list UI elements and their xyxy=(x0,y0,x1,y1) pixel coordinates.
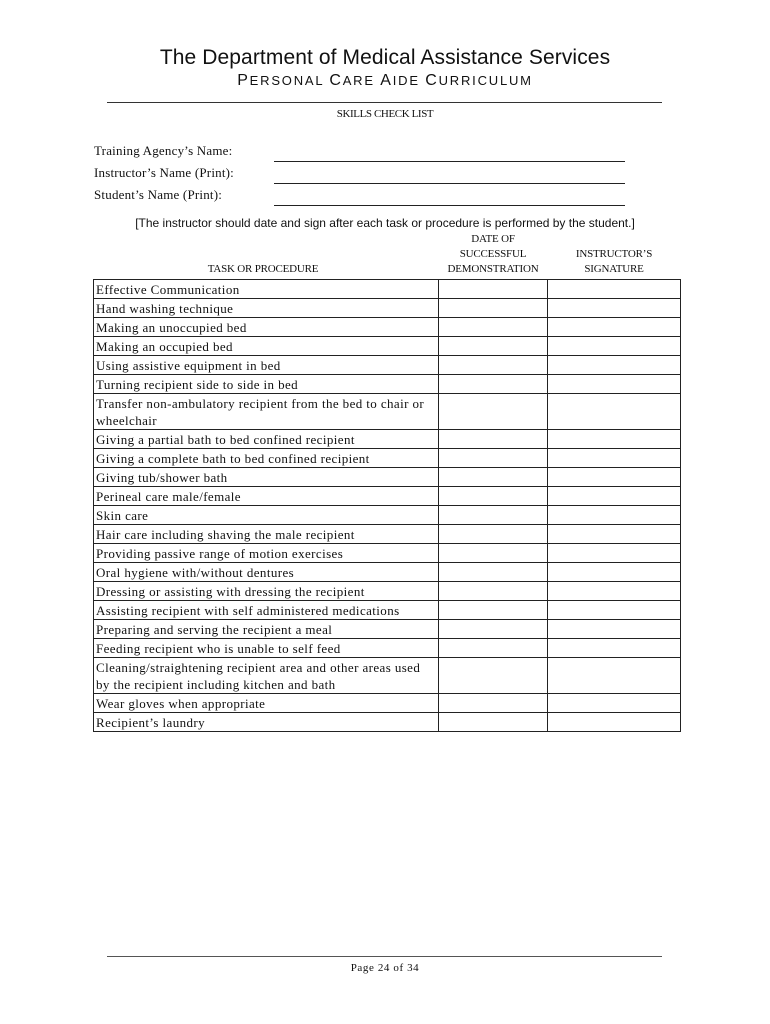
table-row xyxy=(94,694,681,713)
footer-divider xyxy=(107,956,662,957)
table-row xyxy=(94,639,681,658)
agency-name-label: Training Agency’s Name: xyxy=(94,143,233,158)
table-row xyxy=(94,563,681,582)
task-name: Wear gloves when appropriate xyxy=(94,694,439,713)
task-name: Making an occupied bed xyxy=(94,337,439,356)
task-name: Assisting recipient with self administered medications xyxy=(94,601,439,620)
date-cell[interactable] xyxy=(439,713,548,732)
signature-cell[interactable] xyxy=(548,620,681,639)
table-row xyxy=(94,582,681,601)
subtitle-rest-3: IDE xyxy=(392,73,420,88)
date-cell[interactable] xyxy=(439,318,548,337)
signature-cell[interactable] xyxy=(548,713,681,732)
signature-cell[interactable] xyxy=(548,601,681,620)
signature-cell[interactable] xyxy=(548,658,681,694)
signature-cell[interactable] xyxy=(548,280,681,299)
subtitle-cap-4: C xyxy=(425,72,439,89)
signature-cell[interactable] xyxy=(548,356,681,375)
date-cell[interactable] xyxy=(439,582,548,601)
table-row xyxy=(94,394,681,430)
date-header-line-1: DATE OF xyxy=(471,233,515,245)
date-header-line-3: DEMONSTRATION xyxy=(447,263,539,275)
task-name: Hair care including shaving the male recipient xyxy=(94,525,439,544)
curriculum-subtitle xyxy=(0,72,770,90)
task-name: Effective Communication xyxy=(94,280,439,299)
date-cell[interactable] xyxy=(439,658,548,694)
instructor-name-label: Instructor’s Name (Print): xyxy=(94,165,234,180)
signature-cell[interactable] xyxy=(548,694,681,713)
date-cell[interactable] xyxy=(439,601,548,620)
signature-cell[interactable] xyxy=(548,337,681,356)
task-name: Transfer non-ambulatory recipient from the bed to chair or wheelchair xyxy=(94,394,439,430)
signature-cell[interactable] xyxy=(548,487,681,506)
date-cell[interactable] xyxy=(439,299,548,318)
signature-header-line-1: INSTRUCTOR’S xyxy=(575,248,653,260)
table-row xyxy=(94,449,681,468)
table-row xyxy=(94,430,681,449)
table-row xyxy=(94,468,681,487)
table-row xyxy=(94,356,681,375)
date-cell[interactable] xyxy=(439,487,548,506)
table-row xyxy=(94,280,681,299)
table-row xyxy=(94,525,681,544)
skills-table xyxy=(93,279,681,732)
date-cell[interactable] xyxy=(439,506,548,525)
table-row xyxy=(94,487,681,506)
signature-cell[interactable] xyxy=(548,544,681,563)
task-name: Recipient’s laundry xyxy=(94,713,439,732)
task-name: Perineal care male/female xyxy=(94,487,439,506)
signature-cell[interactable] xyxy=(548,318,681,337)
signature-cell[interactable] xyxy=(548,449,681,468)
date-cell[interactable] xyxy=(439,639,548,658)
header-divider xyxy=(107,102,662,103)
signature-header-line-2: SIGNATURE xyxy=(584,263,644,275)
task-name: Giving tub/shower bath xyxy=(94,468,439,487)
date-cell[interactable] xyxy=(439,337,548,356)
date-cell[interactable] xyxy=(439,356,548,375)
signature-cell[interactable] xyxy=(548,563,681,582)
signature-cell[interactable] xyxy=(548,639,681,658)
document-title: The Department of Medical Assistance Services xyxy=(159,46,611,69)
date-cell[interactable] xyxy=(439,694,548,713)
task-name: Providing passive range of motion exercises xyxy=(94,544,439,563)
task-name: Turning recipient side to side in bed xyxy=(94,375,439,394)
signature-cell[interactable] xyxy=(548,525,681,544)
subtitle-rest-2: ARE xyxy=(342,73,375,88)
table-row xyxy=(94,544,681,563)
date-column-header xyxy=(435,232,551,277)
table-row xyxy=(94,337,681,356)
table-row xyxy=(94,299,681,318)
page-number: Page 24 of 34 xyxy=(350,962,420,974)
signature-cell[interactable] xyxy=(548,430,681,449)
task-column-header: TASK OR PROCEDURE xyxy=(207,263,319,275)
date-header-line-2: SUCCESSFUL xyxy=(459,248,527,260)
date-cell[interactable] xyxy=(439,430,548,449)
task-name: Feeding recipient who is unable to self feed xyxy=(94,639,439,658)
task-name: Skin care xyxy=(94,506,439,525)
task-name: Dressing or assisting with dressing the recipient xyxy=(94,582,439,601)
subtitle-rest-4: URRICULUM xyxy=(438,73,533,88)
checklist-heading: SKILLS CHECK LIST xyxy=(336,108,434,120)
signature-cell[interactable] xyxy=(548,375,681,394)
task-name: Using assistive equipment in bed xyxy=(94,356,439,375)
signature-cell[interactable] xyxy=(548,582,681,601)
task-name: Cleaning/straightening recipient area and other areas used by the recipient including kitchen and bath xyxy=(94,658,439,694)
task-name: Oral hygiene with/without dentures xyxy=(94,563,439,582)
table-row xyxy=(94,506,681,525)
instruction-note: [The instructor should date and sign after each task or procedure is performed by the student.] xyxy=(135,216,635,230)
table-row xyxy=(94,375,681,394)
date-cell[interactable] xyxy=(439,544,548,563)
agency-name-field[interactable] xyxy=(274,161,625,162)
signature-column-header xyxy=(550,247,678,277)
table-row xyxy=(94,620,681,639)
signature-cell[interactable] xyxy=(548,299,681,318)
date-cell[interactable] xyxy=(439,449,548,468)
table-row xyxy=(94,713,681,732)
student-name-field[interactable] xyxy=(274,205,625,206)
task-name: Giving a complete bath to bed confined recipient xyxy=(94,449,439,468)
date-cell[interactable] xyxy=(439,280,548,299)
date-cell[interactable] xyxy=(439,620,548,639)
date-cell[interactable] xyxy=(439,563,548,582)
table-row xyxy=(94,601,681,620)
signature-cell[interactable] xyxy=(548,394,681,430)
table-row xyxy=(94,318,681,337)
task-name: Preparing and serving the recipient a meal xyxy=(94,620,439,639)
table-row xyxy=(94,658,681,694)
instructor-name-field[interactable] xyxy=(274,183,625,184)
subtitle-cap-3: A xyxy=(380,72,393,89)
signature-cell[interactable] xyxy=(548,506,681,525)
date-cell[interactable] xyxy=(439,525,548,544)
task-name: Hand washing technique xyxy=(94,299,439,318)
date-cell[interactable] xyxy=(439,468,548,487)
subtitle-cap-2: C xyxy=(329,72,343,89)
subtitle-rest-1: ERSONAL xyxy=(249,73,324,88)
student-name-label: Student’s Name (Print): xyxy=(94,187,223,202)
date-cell[interactable] xyxy=(439,394,548,430)
skills-table-body xyxy=(94,280,681,732)
subtitle-cap-1: P xyxy=(237,72,250,89)
task-name: Giving a partial bath to bed confined recipient xyxy=(94,430,439,449)
signature-cell[interactable] xyxy=(548,468,681,487)
task-name: Making an unoccupied bed xyxy=(94,318,439,337)
date-cell[interactable] xyxy=(439,375,548,394)
